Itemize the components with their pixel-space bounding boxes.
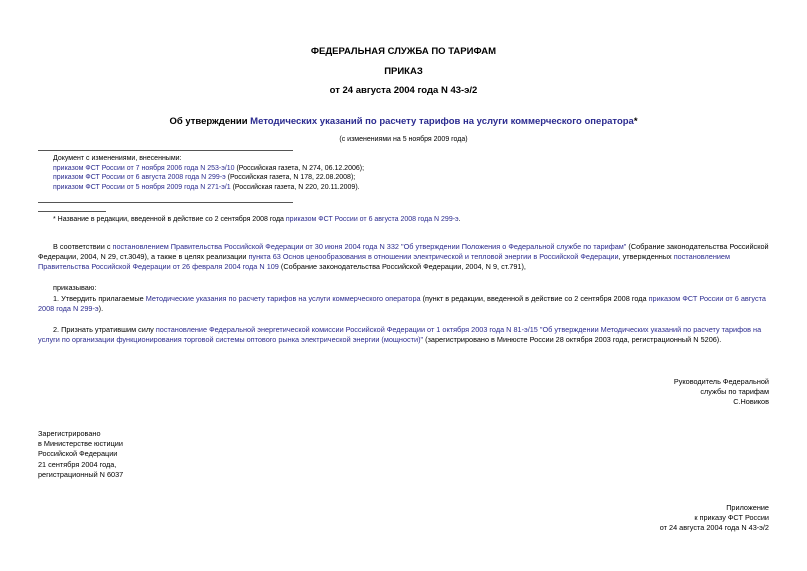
changes-bottom-rule xyxy=(38,202,293,203)
changes-top-rule xyxy=(38,150,293,151)
item1-link-1[interactable]: Методические указания по расчету тарифов на услуги коммерческого оператора xyxy=(145,294,421,303)
preamble-link-1[interactable]: постановлением Правительства Российской Федерации от 30 июня 2004 года N 332 "Об утверждении Положения о Федеральной службе по тарифам" xyxy=(112,242,627,251)
title-suffix: * xyxy=(633,116,638,127)
change-item-link[interactable]: приказом ФСТ России от 5 ноября 2009 года N 271-э/1 xyxy=(53,183,231,191)
order-word: приказываю: xyxy=(53,283,97,292)
appendix-block: Приложение к приказу ФСТ России от 24 августа 2004 года N 43-э/2 xyxy=(659,503,769,533)
preamble-link-3[interactable]: постановлением Правительства Российской Федерации от 26 февраля 2004 года N 109 xyxy=(38,252,731,272)
title-prefix: Об утверждении xyxy=(169,116,251,127)
changes-block xyxy=(53,154,553,192)
amendment-note: (с изменениями на 5 ноября 2009 года) xyxy=(339,136,468,143)
order-item-1: 1. Утвердить прилагаемые Методические указания по расчету тарифов на услуги коммерческого оператора (пункт в редакции, введенной в действие со 2 сентября 2008 года приказом ФСТ России от 6 августа 2008 года N 299-э). xyxy=(38,294,766,314)
change-item: приказом ФСТ России от 5 ноября 2009 года N 271-э/1 (Российская газета, N 220, 20.11.2009). xyxy=(53,183,360,191)
change-item: приказом ФСТ России от 7 ноября 2006 года N 253-э/10 (Российская газета, N 274, 06.12.2006); xyxy=(53,164,365,172)
footnote-rule xyxy=(38,211,106,212)
item1-link-2[interactable]: приказом ФСТ России от 6 августа 2008 года N 299-э xyxy=(38,294,766,314)
registration-block: Зарегистрировано в Министерстве юстиции Российской Федерации 21 сентября 2004 года, регистрационный N 6037 xyxy=(38,429,124,479)
change-item-link[interactable]: приказом ФСТ России от 6 августа 2008 года N 299-э xyxy=(53,174,226,182)
agency-name: ФЕДЕРАЛЬНАЯ СЛУЖБА ПО ТАРИФАМ xyxy=(310,46,497,57)
changes-intro: Документ с изменениями, внесенными: xyxy=(53,155,182,162)
change-item: приказом ФСТ России от 6 августа 2008 года N 299-э (Российская газета, N 178, 22.08.2008); xyxy=(53,174,356,182)
signature-block: Руководитель Федеральной службы по тарифам С.Новиков xyxy=(673,377,769,407)
preamble-paragraph: В соответствии с постановлением Правительства Российской Федерации от 30 июня 2004 года N 332 "Об утверждении Положения о Федеральной службе по тарифам" (Собрание законодательства Российской Федерации, 2004, N 29, ст.3049), а также в целях реализации пункта 63 Основ ценообразования в отношении электрической и тепловой энергии в Российской Федерации, утвержденных постановлением Правительства Российской Федерации от 26 февраля 2004 года N 109 (Собрание законодательства Российской Федерации, 2004, N 9, ст.791), xyxy=(38,242,769,272)
item2-link-1[interactable]: постановление Федеральной энергетической комиссии Российской Федерации от 1 октября 2003 года N 81-э/15 "Об утверждении Методических указаний по расчету тарифов на услуги по организации функционирования торговой системы оптового рынка электрической энергии (мощности)" xyxy=(38,325,762,345)
title-link[interactable]: Методических указаний по расчету тарифов на услуги коммерческого оператора xyxy=(250,116,634,127)
footnote-link[interactable]: приказом ФСТ России от 6 августа 2008 года N 299-э xyxy=(285,216,459,223)
order-item-2: 2. Признать утратившим силу постановление Федеральной энергетической комиссии Российской Федерации от 1 октября 2003 года N 81-э/15 "Об утверждении Методических указаний по расчету тарифов на услуги по организации функционирования торговой системы оптового рынка электрической энергии (мощности)" (зарегистрировано в Минюсте России 28 октября 2003 года, регистрационный N 5206). xyxy=(38,325,762,345)
doc-type: ПРИКАЗ xyxy=(384,66,423,77)
doc-title xyxy=(0,116,807,127)
doc-date: от 24 августа 2004 года N 43-э/2 xyxy=(329,85,478,96)
change-item-link[interactable]: приказом ФСТ России от 7 ноября 2006 года N 253-э/10 xyxy=(53,164,235,172)
preamble-link-2[interactable]: пункта 63 Основ ценообразования в отношении электрической и тепловой энергии в Российской Федерации xyxy=(248,252,619,262)
footnote: * Название в редакции, введенной в действие со 2 сентября 2008 года приказом ФСТ России от 6 августа 2008 года N 299-э. xyxy=(53,216,461,223)
